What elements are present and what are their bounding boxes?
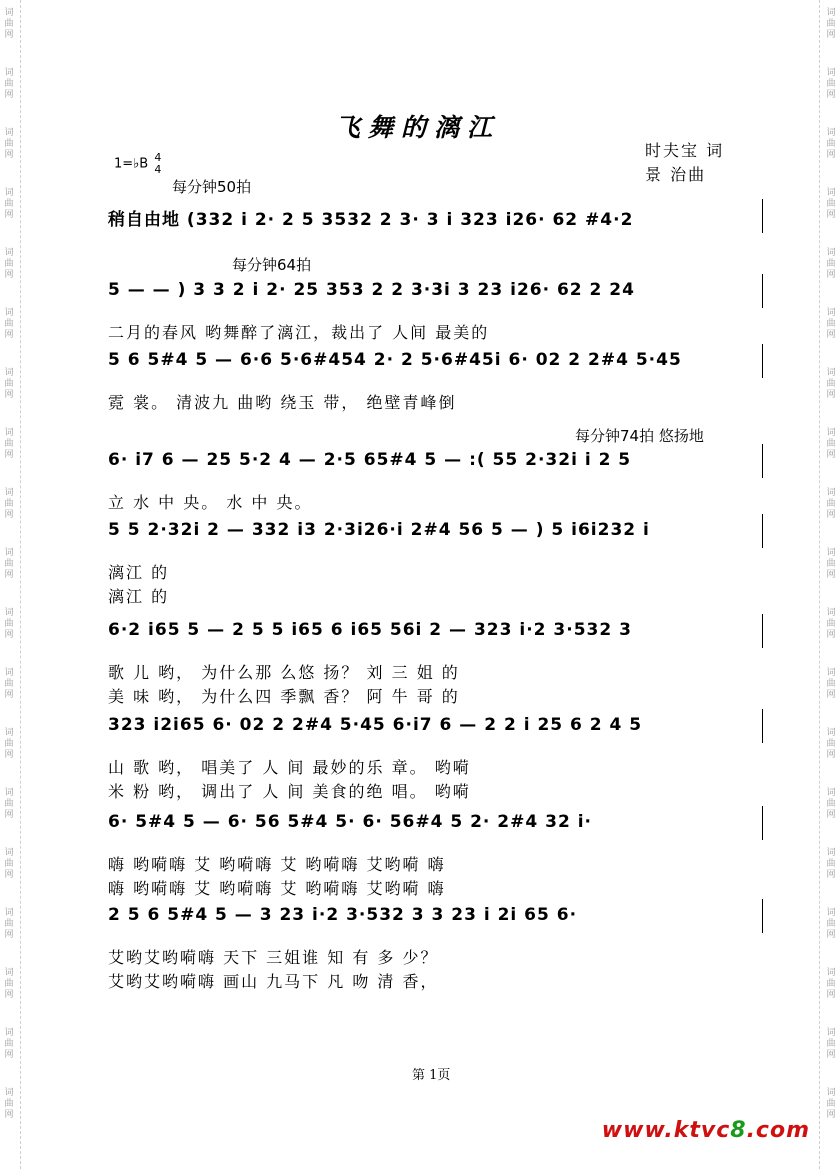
watermark-mark: 词 曲 网 (4, 1028, 14, 1060)
watermark-mark: 词 曲 网 (4, 248, 14, 280)
lyric-line: 漓江 的 (108, 563, 170, 582)
lyric-line: 霓 裳。 清波九 曲哟 绕玉 带， 绝壁青峰倒 (108, 393, 457, 412)
lyric-line: 漓江 的 (108, 587, 170, 606)
watermark-mark: 词 曲 网 (4, 488, 14, 520)
tempo-marking-3: 每分钟74拍 悠扬地 (575, 427, 704, 445)
lyric-line: 歌 儿 哟， 为什么那 么悠 扬？ 刘 三 姐 的 (108, 663, 460, 682)
watermark-mark: 词 曲 网 (4, 908, 14, 940)
lyric-line: 美 味 哟， 为什么四 季飘 香？ 阿 牛 哥 的 (108, 687, 460, 706)
watermark-mark: 词 曲 网 (4, 128, 14, 160)
bar-line (762, 806, 763, 840)
watermark-mark: 词 曲 网 (4, 548, 14, 580)
watermark-mark: 词 曲 网 (826, 668, 836, 700)
watermark-mark: 词 曲 网 (826, 8, 836, 40)
lyricist-credit: 时夫宝 词 (645, 141, 725, 160)
lyric-line: 山 歌 哟， 唱美了 人 间 最妙的乐 章。 哟嗬 (108, 758, 471, 777)
watermark-mark: 词 曲 网 (826, 248, 836, 280)
staff-row-4: 6· i7 6 — 25 5·2 4 — 2·5 65#4 5 — :( 55 2·32i i 2 5 (108, 450, 632, 470)
watermark-mark: 词 曲 网 (826, 188, 836, 220)
composer-credit: 景 治曲 (645, 165, 707, 184)
watermark-mark: 词 曲 网 (4, 608, 14, 640)
bar-line (762, 709, 763, 743)
lyric-line: 艾哟艾哟嗬嗨 天下 三姐谁 知 有 多 少？ (108, 948, 439, 967)
watermark-mark: 词 曲 网 (4, 728, 14, 760)
watermark-mark: 词 曲 网 (4, 308, 14, 340)
bar-line (762, 614, 763, 648)
key-label: 1= (114, 156, 134, 172)
lyric-line: 艾哟艾哟嗬嗨 画山 九马下 凡 吻 清 香， (108, 972, 439, 991)
watermark-mark: 词 曲 网 (826, 908, 836, 940)
watermark-mark: 词 曲 网 (826, 308, 836, 340)
watermark-mark: 词 曲 网 (826, 728, 836, 760)
watermark-mark: 词 曲 网 (4, 428, 14, 460)
staff-row-1: 稍自由地 (332 i 2· 2 5 3532 2 3· 3 i 323 i26· 62 #4·2 (108, 210, 634, 230)
watermark-mark: 词 曲 网 (4, 68, 14, 100)
song-title: 飞舞的漓江 (335, 113, 501, 142)
key-signature (114, 152, 161, 176)
lyric-line: 嗨 哟嗬嗨 艾 哟嗬嗨 艾 哟嗬嗨 艾哟嗬 嗨 (108, 879, 446, 898)
watermark-mark: 词 曲 网 (826, 488, 836, 520)
watermark-mark: 词 曲 网 (4, 788, 14, 820)
lyric-line: 米 粉 哟， 调出了 人 间 美食的绝 唱。 哟嗬 (108, 782, 471, 801)
staff-row-8: 6· 5#4 5 — 6· 56 5#4 5· 6· 56#4 5 2· 2#4 32 i· (108, 812, 592, 832)
bar-line (762, 344, 763, 378)
time-signature-bottom: 4 (154, 163, 162, 176)
bar-line (762, 444, 763, 478)
staff-row-5: 5 5 2·32i 2 — 332 i3 2·3i26·i 2#4 56 5 — ) 5 i6i232 i (108, 520, 650, 540)
watermark-mark: 词 曲 网 (826, 608, 836, 640)
bar-line (762, 899, 763, 933)
watermark-mark: 词 曲 网 (826, 848, 836, 880)
key-flat: ♭B (133, 156, 149, 172)
staff-row-2: 5 — — ) 3 3 2 i 2· 25 353 2 2 3·3i 3 23 i26· 62 2 24 (108, 280, 635, 300)
watermark-mark: 词 曲 网 (826, 368, 836, 400)
watermark-mark: 词 曲 网 (826, 68, 836, 100)
bar-line (762, 274, 763, 308)
site-watermark: www.ktvc8.com (601, 1118, 810, 1143)
lyric-line: 二月的春风 哟舞醉了漓江，裁出了 人间 最美的 (108, 323, 490, 342)
watermark-mark: 词 曲 网 (4, 968, 14, 1000)
watermark-mark: 词 曲 网 (826, 128, 836, 160)
tempo-marking-1: 每分钟50拍 (172, 178, 252, 196)
bar-line (762, 199, 763, 233)
watermark-mark: 词 曲 网 (4, 368, 14, 400)
staff-row-9: 2 5 6 5#4 5 — 3 23 i·2 3·532 3 3 23 i 2i 65 6· (108, 905, 578, 925)
watermark-mark: 词 曲 网 (826, 1028, 836, 1060)
staff-row-7: 323 i2i65 6· 02 2 2#4 5·45 6·i7 6 — 2 2 i 25 6 2 4 5 (108, 715, 643, 735)
left-margin-watermark (0, 0, 21, 1169)
watermark-mark: 词 曲 网 (826, 968, 836, 1000)
time-signature-top: 4 (154, 151, 162, 164)
watermark-mark: 词 曲 网 (826, 428, 836, 460)
watermark-mark: 词 曲 网 (826, 788, 836, 820)
watermark-mark: 词 曲 网 (4, 8, 14, 40)
page-number: 第 1页 (412, 1068, 451, 1083)
right-margin-watermark (819, 0, 840, 1169)
staff-row-3: 5 6 5#4 5 — 6·6 5·6#454 2· 2 5·6#45i 6· 02 2 2#4 5·45 (108, 350, 682, 370)
watermark-mark: 词 曲 网 (4, 188, 14, 220)
bar-line (762, 514, 763, 548)
lyric-line: 嗨 哟嗬嗨 艾 哟嗬嗨 艾 哟嗬嗨 艾哟嗬 嗨 (108, 855, 446, 874)
watermark-mark: 词 曲 网 (826, 548, 836, 580)
watermark-mark: 词 曲 网 (4, 668, 14, 700)
lyric-line: 立 水 中 央。 水 中 央。 (108, 493, 313, 512)
watermark-mark: 词 曲 网 (4, 1088, 14, 1120)
watermark-mark: 词 曲 网 (4, 848, 14, 880)
watermark-mark: 词 曲 网 (826, 1088, 836, 1120)
staff-row-6: 6·2 i65 5 — 2 5 5 i65 6 i65 56i 2 — 323 i·2 3·532 3 (108, 620, 632, 640)
tempo-marking-2: 每分钟64拍 (232, 256, 312, 274)
